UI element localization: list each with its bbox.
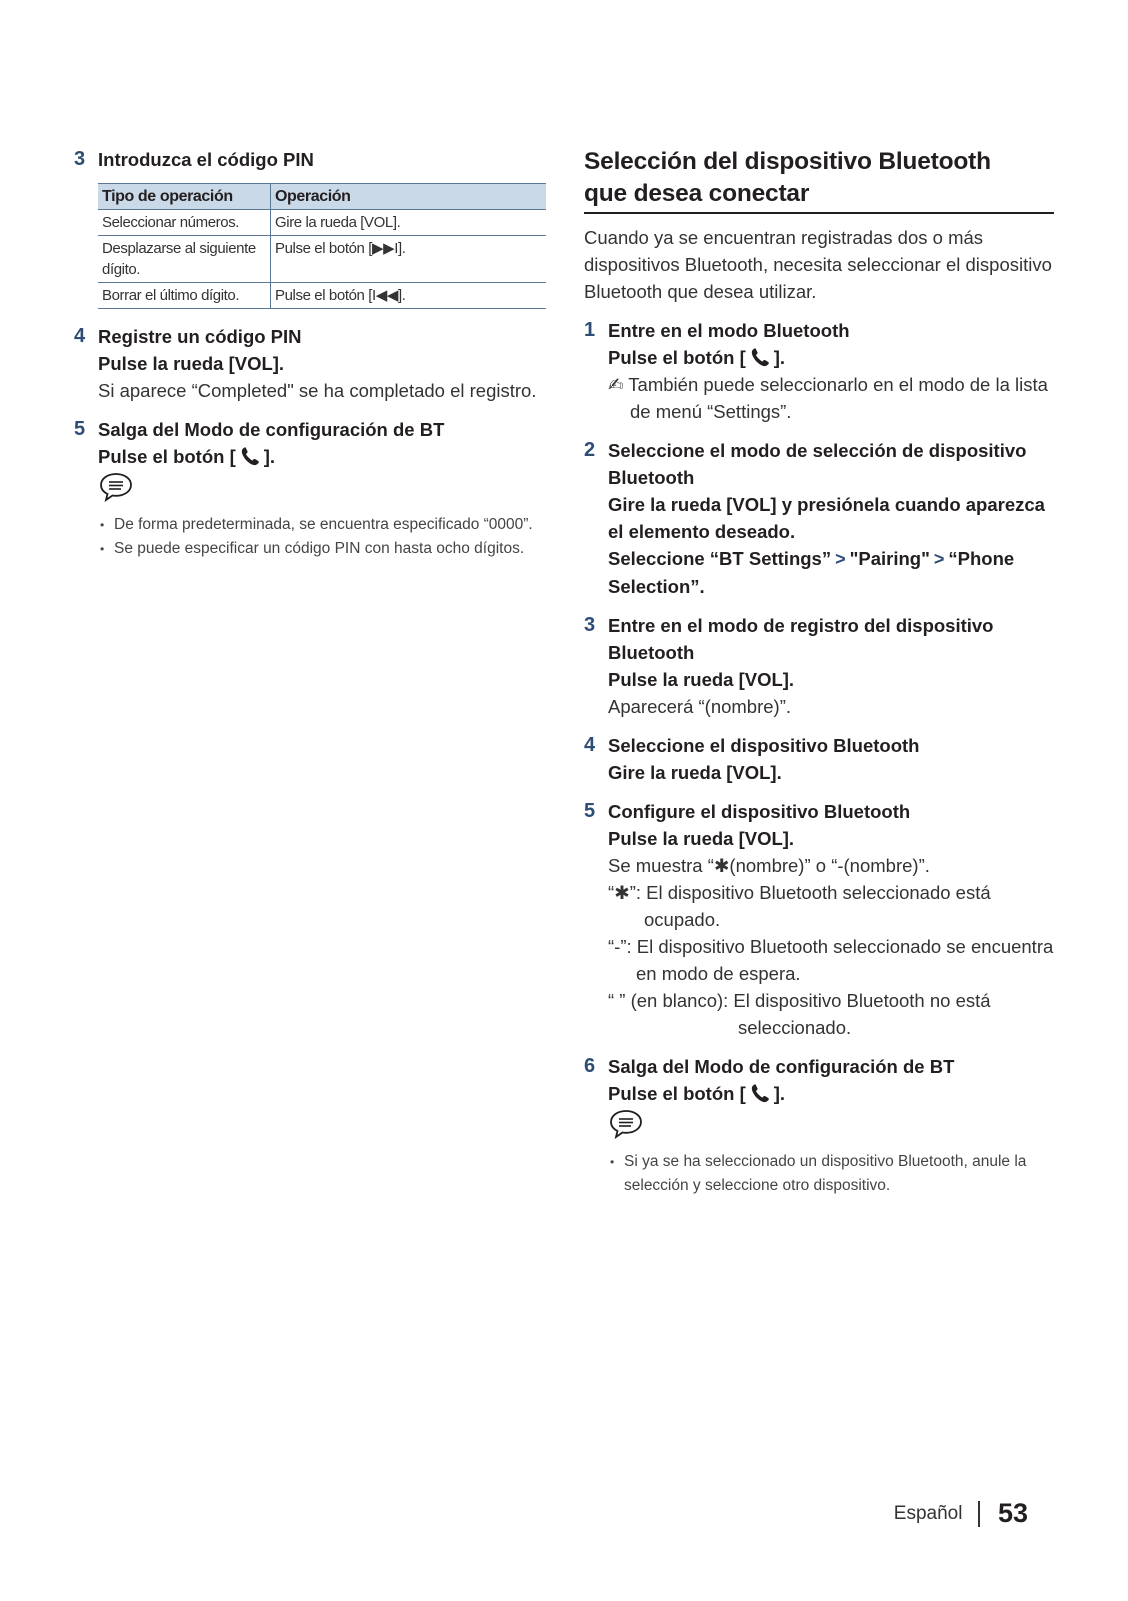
- action-prefix: Pulse el botón [: [608, 347, 746, 368]
- step-number: 5: [584, 800, 596, 822]
- step-title: Registre un código PIN: [98, 326, 302, 347]
- phone-icon: [749, 1082, 771, 1104]
- shows-suffix: (nombre)” o “-(nombre)”.: [729, 855, 930, 876]
- step-title: Configure el dispositivo Bluetooth: [608, 801, 911, 822]
- table-header-cell: Operación: [271, 184, 547, 210]
- right-step-5: [584, 798, 1054, 1041]
- quote-open: “: [608, 882, 615, 903]
- step-action: Pulse la rueda [VOL].: [608, 669, 795, 690]
- asterisk-icon: ✱: [614, 882, 630, 903]
- step-action: Gire la rueda [VOL] y presiónela cuando aparezca el elemento deseado.: [608, 494, 1045, 542]
- status-dash-desc: “-”: El dispositivo Bluetooth seleccionado se encuentra en modo de espera.: [608, 936, 1054, 984]
- step-number: 2: [584, 439, 596, 461]
- step-title: Entre en el modo de registro del dispositivo Bluetooth: [608, 615, 994, 663]
- step-description: [608, 852, 1054, 879]
- step-action: [98, 443, 546, 470]
- table-cell: Pulse el botón [I◀◀].: [271, 283, 547, 309]
- footer-language: Español: [893, 1502, 963, 1524]
- table-cell: Seleccionar números.: [98, 210, 271, 236]
- step-title: Salga del Modo de configuración de BT: [98, 419, 445, 440]
- shows-prefix: Se muestra “: [608, 855, 714, 876]
- step-action: Pulse la rueda [VOL].: [608, 828, 795, 849]
- step-number: 5: [74, 418, 86, 440]
- step-description: Aparecerá “(nombre)”.: [608, 696, 792, 717]
- step-action: Pulse la rueda [VOL].: [98, 353, 285, 374]
- note-icon: [608, 1109, 644, 1139]
- note-item: • Si ya se ha seleccionado un dispositivo Bluetooth, anule la selección y seleccione otro dispositivo.: [608, 1150, 1054, 1198]
- step-action: Gire la rueda [VOL].: [608, 762, 782, 783]
- menu-path-part: Seleccione “BT Settings”: [608, 548, 832, 569]
- arrow-right-icon: >: [933, 549, 945, 569]
- step-title: Introduzca el código PIN: [98, 149, 314, 170]
- action-suffix: ].: [773, 1083, 786, 1104]
- section-title: [584, 146, 1054, 214]
- left-step-4: [74, 323, 546, 404]
- step-number: 4: [584, 734, 596, 756]
- asterisk-icon: ✱: [713, 855, 730, 876]
- table-cell: Borrar el último dígito.: [98, 283, 271, 309]
- pin-operation-table: [98, 183, 546, 309]
- phone-icon: [239, 445, 261, 467]
- step-title: Entre en el modo Bluetooth: [608, 320, 850, 341]
- right-step-3: [584, 612, 1054, 720]
- left-step-3: [74, 146, 546, 309]
- page-footer: [894, 1498, 1028, 1529]
- table-row: [98, 236, 546, 283]
- page-number: 53: [997, 1498, 1028, 1528]
- step-title: Seleccione el dispositivo Bluetooth: [608, 735, 920, 756]
- status-blank-desc: “ ” (en blanco): El dispositivo Bluetooth no está seleccionado.: [608, 990, 991, 1038]
- action-suffix: ].: [263, 446, 276, 467]
- menu-path: [608, 545, 1054, 600]
- section-intro: Cuando ya se encuentran registradas dos o más dispositivos Bluetooth, necesita seleccionar el dispositivo Bluetooth que desea utilizar.: [584, 227, 1052, 302]
- step-number: 4: [74, 325, 86, 347]
- status-star-text: ”: El dispositivo Bluetooth seleccionado está ocupado.: [629, 882, 991, 930]
- step-number: 6: [584, 1055, 596, 1077]
- step-description: Si aparece “Completed" se ha completado el registro.: [98, 380, 537, 401]
- left-column: [74, 146, 546, 573]
- section-title-line-2: que desea conectar: [584, 180, 810, 207]
- table-cell: Gire la rueda [VOL].: [271, 210, 547, 236]
- right-column: [584, 146, 1054, 1210]
- table-header-cell: Tipo de operación: [98, 184, 271, 210]
- left-step-5: [74, 416, 546, 561]
- footer-divider: [978, 1501, 980, 1527]
- action-suffix: ].: [773, 347, 786, 368]
- action-prefix: Pulse el botón [: [98, 446, 236, 467]
- right-step-6: [584, 1053, 1054, 1198]
- right-step-2: [584, 437, 1054, 600]
- step-tip: ✍ También puede seleccionarlo en el modo de la lista de menú “Settings”.: [608, 374, 1048, 422]
- right-step-4: [584, 732, 1054, 786]
- step-number: 1: [584, 319, 596, 341]
- note-icon: [98, 472, 134, 502]
- step-action: [608, 344, 1054, 371]
- step-number: 3: [584, 614, 596, 636]
- status-star-desc: [608, 879, 1054, 933]
- step-title: Seleccione el modo de selección de dispositivo Bluetooth: [608, 440, 1027, 488]
- section-title-line-1: Selección del dispositivo Bluetooth: [584, 148, 991, 175]
- action-prefix: Pulse el botón [: [608, 1083, 746, 1104]
- note-item: • Se puede especificar un código PIN con hasta ocho dígitos.: [98, 537, 546, 561]
- menu-path-part: “Phone Selection”.: [608, 548, 1015, 597]
- table-cell: Pulse el botón [▶▶I].: [271, 236, 547, 283]
- step-number: 3: [74, 148, 86, 170]
- step-action: [608, 1080, 1054, 1107]
- right-step-1: [584, 317, 1054, 425]
- notes-list: [98, 513, 546, 561]
- table-header-row: [98, 184, 546, 210]
- note-item: • De forma predeterminada, se encuentra especificado “0000”.: [98, 513, 546, 537]
- table-row: [98, 210, 546, 236]
- phone-icon: [749, 346, 771, 368]
- table-cell: Desplazarse al siguiente dígito.: [98, 236, 271, 283]
- step-title: Salga del Modo de configuración de BT: [608, 1056, 955, 1077]
- notes-list: [608, 1150, 1054, 1198]
- table-row: [98, 283, 546, 309]
- menu-path-part: "Pairing": [849, 548, 930, 569]
- arrow-right-icon: >: [835, 549, 846, 569]
